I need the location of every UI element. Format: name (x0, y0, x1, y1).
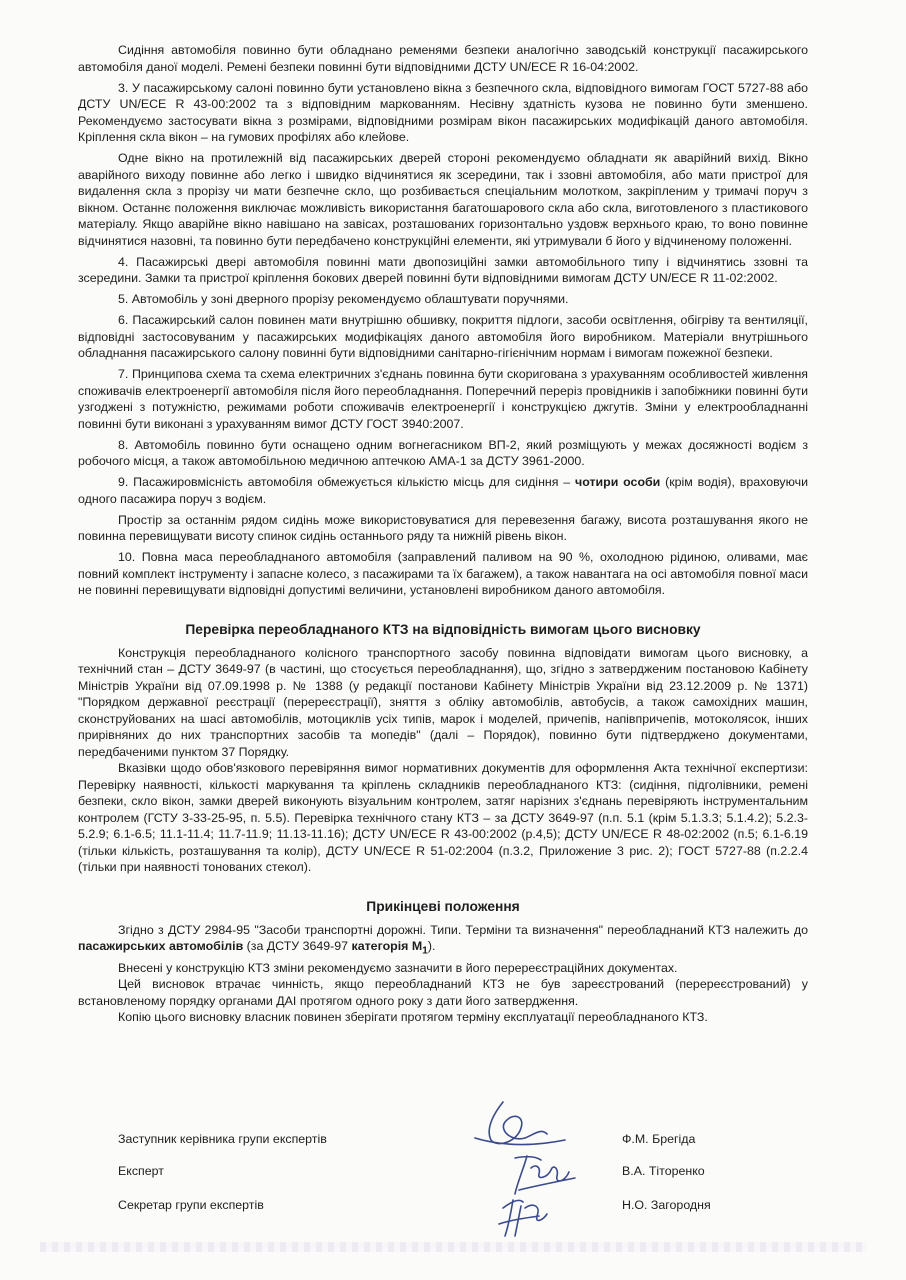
paragraph-emergency-exit: Одне вікно на протилежній від пасажирських дверей стороні рекомендуємо обладнати як аварійний вихід. Вікно аварійного виходу повинне або легко і швидко відчинятися як зсередини, так і ззовні автомобіля, або мати пристрої для видалення скла з прорізу чи мати безпечне скло, що розбивається спеціальним молотком, закріпленим у тримачі поруч з вікном. Останнє положення виключає можливість використання багатошарового скла або скла, виготовленого з пластикового матеріалу. Якщо аварійне вікно навішано на завісах, розташованих горизонтально уздовж верхнього краю, то воно повинне відчинятися назовні, та повинно бути передбачено конструкційні елементи, які утримували б його у відчиненому положенні. (78, 151, 808, 248)
page-bottom-border (40, 1242, 866, 1252)
signer-name: В.А. Тіторенко (622, 1164, 705, 1178)
signer-role: Заступник керівника групи експертів (118, 1132, 327, 1146)
paragraph-seat-belts: Сидіння автомобіля повинно бути обладнано ременями безпеки аналогічно заводській конструкції пасажирського автомобіля даної моделі. Ремені безпеки повинні бути відповідними ДСТУ UN/ECE R 16-04:2002. (78, 43, 808, 74)
signer-role: Секретар групи експертів (118, 1198, 264, 1212)
paragraph-final-2: Внесені у конструкцію КТЗ зміни рекомендуємо зазначити в його перереєстраційних документах. (118, 960, 678, 975)
paragraph-verification-1: Конструкція переобладнаного колісного транспортного засобу повинна відповідати вимогам цього висновку, а технічний стан – ДСТУ 3649-97 (в частині, що стосується переобладнання), що, згідно з затвердженим постановою Кабінету Міністрів України від 07.09.1998 р. № 1388 (у редакції постанови Кабінету Міністрів України від 23.12.2009 р. № 1371) "Порядком державної реєстрації (перереєстрації), зняття з обліку автомобілів, автобусів, а також самохідних машин, сконструйованих на шасі автомобілів, мотоциклів усіх типів, марок і моделей, причепів, напівпричепів, мотоколясок, інших прирівняних до них транспортних засобів та мопедів" (далі – Порядок), повинно бути підтверджено документами, передбаченими пунктом 37 Порядку. (78, 645, 808, 759)
paragraph-final-1: Згідно з ДСТУ 2984-95 "Засоби транспортні дорожні. Типи. Терміни та визначення" переобладнаний КТЗ належить до пасажирських автомобілів (за ДСТУ 3649-97 категорія $M_1$). (78, 922, 808, 957)
signer-role: Експерт (118, 1164, 164, 1178)
paragraph-7-electrical: 7. Принципова схема та схема електричних з'єднань повинна бути скоригована з урахуванням особливостей живлення споживачів електроенергії автомобіля після його переобладнання. Поперечний переріз провідників і запобіжники повинні бути узгоджені з потужністю, режимами роботи споживачів електроенергії і конструкцією джгутів. Зміни у електрообладнанні повинні бути виконані з урахуванням вимог ДСТУ ГОСТ 3940:2007. (78, 367, 808, 431)
signature-row (118, 1132, 718, 1146)
paragraph-6-interior: 6. Пасажирський салон повинен мати внутрішню обшивку, покриття підлоги, засоби освітлення, обігріву та вентиляції, відповідні застосовуваним у пасажирських модифікаціях даного автомобіля його виробником. Матеріали внутрішнього обладнання пасажирського салону повинні бути відповідними санітарно-гігієнічним нормам і вимогам пожежної безпеки. (78, 313, 808, 360)
paragraph-final-3: Цей висновок втрачає чинність, якщо переобладнаний КТЗ не був зареєстрований (перереєстрований) у встановленому порядку органами ДАІ протягом одного року з дати його затвердження. (78, 977, 808, 1008)
signer-name: Н.О. Загородня (622, 1198, 711, 1212)
signature-row (118, 1198, 718, 1212)
section-title-final: Прикінцеві положення (366, 898, 520, 914)
section-title-verification: Перевірка переобладнаного КТЗ на відповідність вимогам цього висновку (185, 621, 701, 637)
capacity-value: чотири особи (575, 475, 661, 489)
paragraph-final-4: Копію цього висновку власник повинен зберігати протягом терміну експлуатації переобладнаного КТЗ. (118, 1010, 708, 1025)
paragraph-verification-2: Вказівки щодо обов'язкового перевіряння вимог нормативних документів для оформлення Акта технічної експертизи: Перевірку наявності, кількості маркування та кріплень складників переобладнаного КТЗ: (сидіння, підголівники, ремені безпеки, скло вікон, замки дверей виконують візуальним контролем, затяг нарізних з'єднань перевіряють інструментальним контролем (ГСТУ 3-33-25-95, п. 5.5). Перевірка технічного стану КТЗ – за ДСТУ 3649-97 (п.п. 5.1 (крім 5.1.3.3; 5.1.4.2); 5.2.3-5.2.9; 6.1-6.5; 11.1-11.4; 11.7-11.9; 11.13-11.16); ДСТУ UN/ECE R 43-00:2002 (р.4,5); ДСТУ UN/ECE R 48-02:2002 (п.5; 6.1-6.19 (тільки кількість, розташування та колір), ДСТУ UN/ECE R 51-02:2004 (п.3.2, Приложение 3 рис. 2); ГОСТ 5727-88 (п.2.2.4 (тільки при наявності тонованих стекол). (78, 761, 808, 874)
paragraph-9-capacity: 9. Пасажировмісність автомобіля обмежується кількістю місць для сидіння – чотири особи (крім водія), враховуючи одного пасажира поруч з водієм. (78, 475, 808, 506)
document-body (78, 42, 808, 1026)
paragraph-luggage: Простір за останнім рядом сидінь може використовуватися для перевезення багажу, висота розташування якого не повинна перевищувати висоту спинок сидінь останнього ряду та нижній рівень вікон. (78, 512, 808, 543)
handwritten-signatures (455, 1098, 595, 1243)
paragraph-4-doors: 4. Пасажирські двері автомобіля повинні мати двопозиційні замки автомобільного типу і відчинятись ззовні та зсередини. Замки та пристрої кріплення бокових дверей повинні бути відповідними вимогам ДСТУ UN/ECE R 11-02:2002. (78, 254, 808, 285)
paragraph-3-windows: 3. У пасажирському салоні повинно бути установлено вікна з безпечного скла, відповідного вимогам ГОСТ 5727-88 або ДСТУ UN/ECE R 43-00:2002 та з відповідним маркованням. Несівну здатність кузова не повинно бути зменшено. Рекомендуємо застосувати вікна з розмірами, відповідними розмірам вікон пасажирських модифікацій даного автомобіля. Кріплення скла вікон – на гумових профілях або клейове. (78, 80, 808, 144)
paragraph-10-mass: 10. Повна маса переобладнаного автомобіля (заправлений паливом на 90 %, охолодною рідиною, оливами, має повний комплект інструменту і запасне колесо, з пасажирами та їх багажем), а також навантага на осі автомобіля повної маси не повинні перевищувати відповідні допустимі величини, установлені виробником даного автомобіля. (78, 550, 808, 597)
signature-row (118, 1164, 718, 1178)
signer-name: Ф.М. Брегіда (622, 1132, 696, 1146)
paragraph-8-extinguisher: 8. Автомобіль повинно бути оснащено одним вогнегасником ВП-2, який розміщують у межах досяжності водієм з робочого місця, а також автомобільною медичною аптечкою АМА-1 за ДСТУ 3961-2000. (78, 437, 808, 468)
paragraph-5-handrails: 5. Автомобіль у зоні дверного прорізу рекомендуємо облаштувати поручнями. (118, 292, 569, 306)
